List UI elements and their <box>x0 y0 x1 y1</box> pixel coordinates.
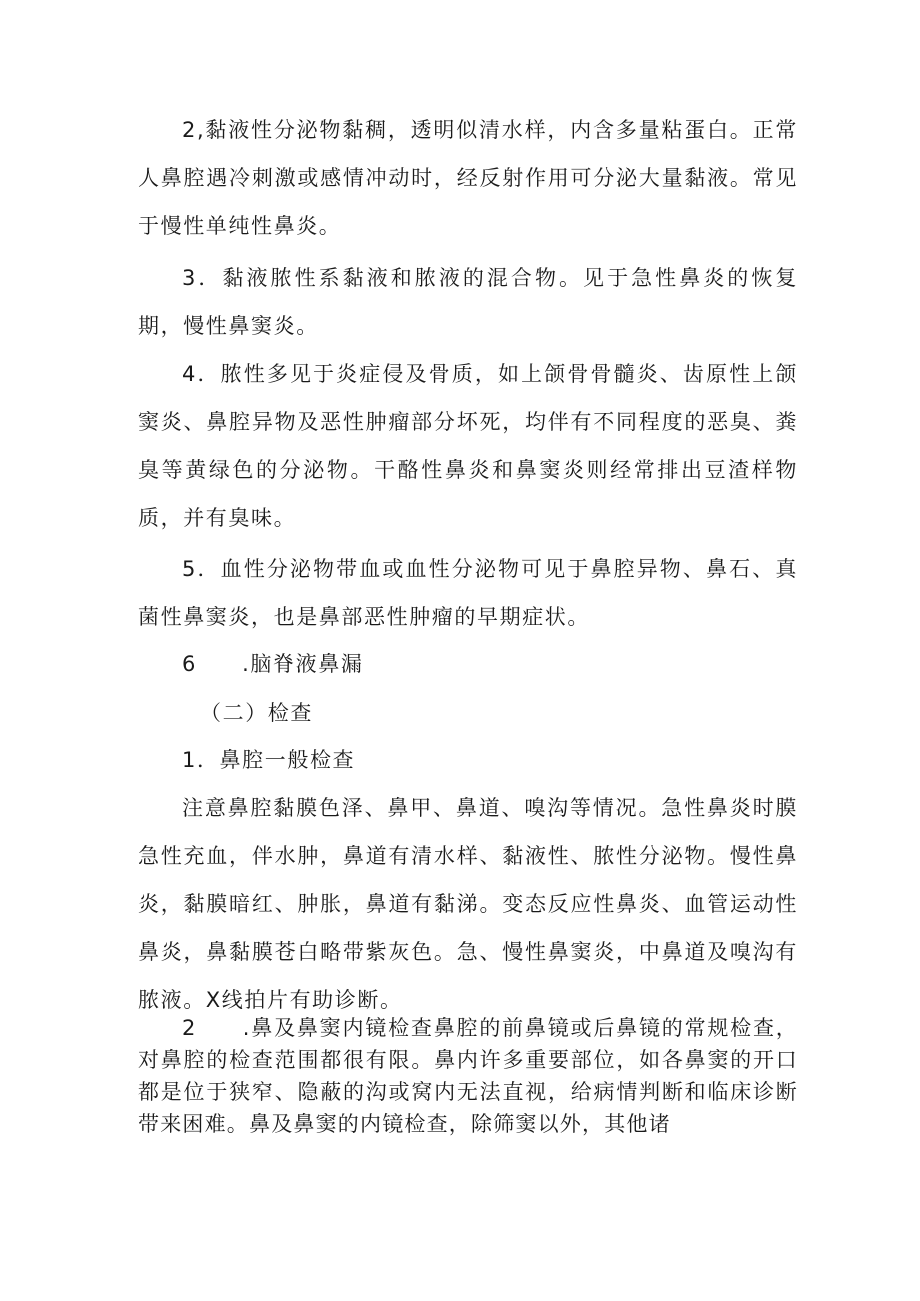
item-csf-rhinorrhea: 6 .脑脊液鼻漏 <box>182 652 364 676</box>
paragraph-endoscopy: 2 .鼻及鼻窦内镜检查鼻腔的前鼻镜或后鼻镜的常规检查，对鼻腔的检查范围都很有限。鼻内许多重要部位，如各鼻窦的开口都是位于狭窄、隐蔽的沟或窝内无法直视，给病情判断和临床诊断带来困难。鼻及鼻窦的内镜检查，除筛窦以外，其他诸 <box>138 1016 798 1136</box>
paragraph-nasal-exam: 注意鼻腔黏膜色泽、鼻甲、鼻道、嗅沟等情况。急性鼻炎时膜急性充血，伴水肿，鼻道有清水样、黏液性、脓性分泌物。慢性鼻炎，黏膜暗红、肿胀，鼻道有黏涕。变态反应性鼻炎、血管运动性鼻炎，鼻黏膜苍白略带紫灰色。急、慢性鼻窦炎，中鼻道及嗅沟有脓液。X线拍片有助诊断。 <box>138 796 798 1012</box>
paragraph-purulent-secretion: 4．脓性多见于炎症侵及骨质，如上颌骨骨髓炎、齿原性上颌窦炎、鼻腔异物及恶性肿瘤部分坏死，均伴有不同程度的恶臭、粪臭等黄绿色的分泌物。干酪性鼻炎和鼻窦炎则经常排出豆渣样物质，并有臭味。 <box>138 362 798 530</box>
paragraph-mucopurulent-secretion: 3．黏液脓性系黏液和脓液的混合物。见于急性鼻炎的恢复期，慢性鼻窦炎。 <box>138 266 798 338</box>
paragraph-mucous-secretion: 2,黏液性分泌物黏稠，透明似清水样，内含多量粘蛋白。正常人鼻腔遇冷刺激或感情冲动时，经反射作用可分泌大量黏液。常见于慢性单纯性鼻炎。 <box>138 118 798 238</box>
item-heading-nasal-exam: 1．鼻腔一般检查 <box>182 748 356 772</box>
section-heading-examination: （二）检查 <box>200 701 313 725</box>
paragraph-bloody-secretion: 5．血性分泌物带血或血性分泌物可见于鼻腔异物、鼻石、真菌性鼻窦炎，也是鼻部恶性肿瘤的早期症状。 <box>138 557 798 629</box>
